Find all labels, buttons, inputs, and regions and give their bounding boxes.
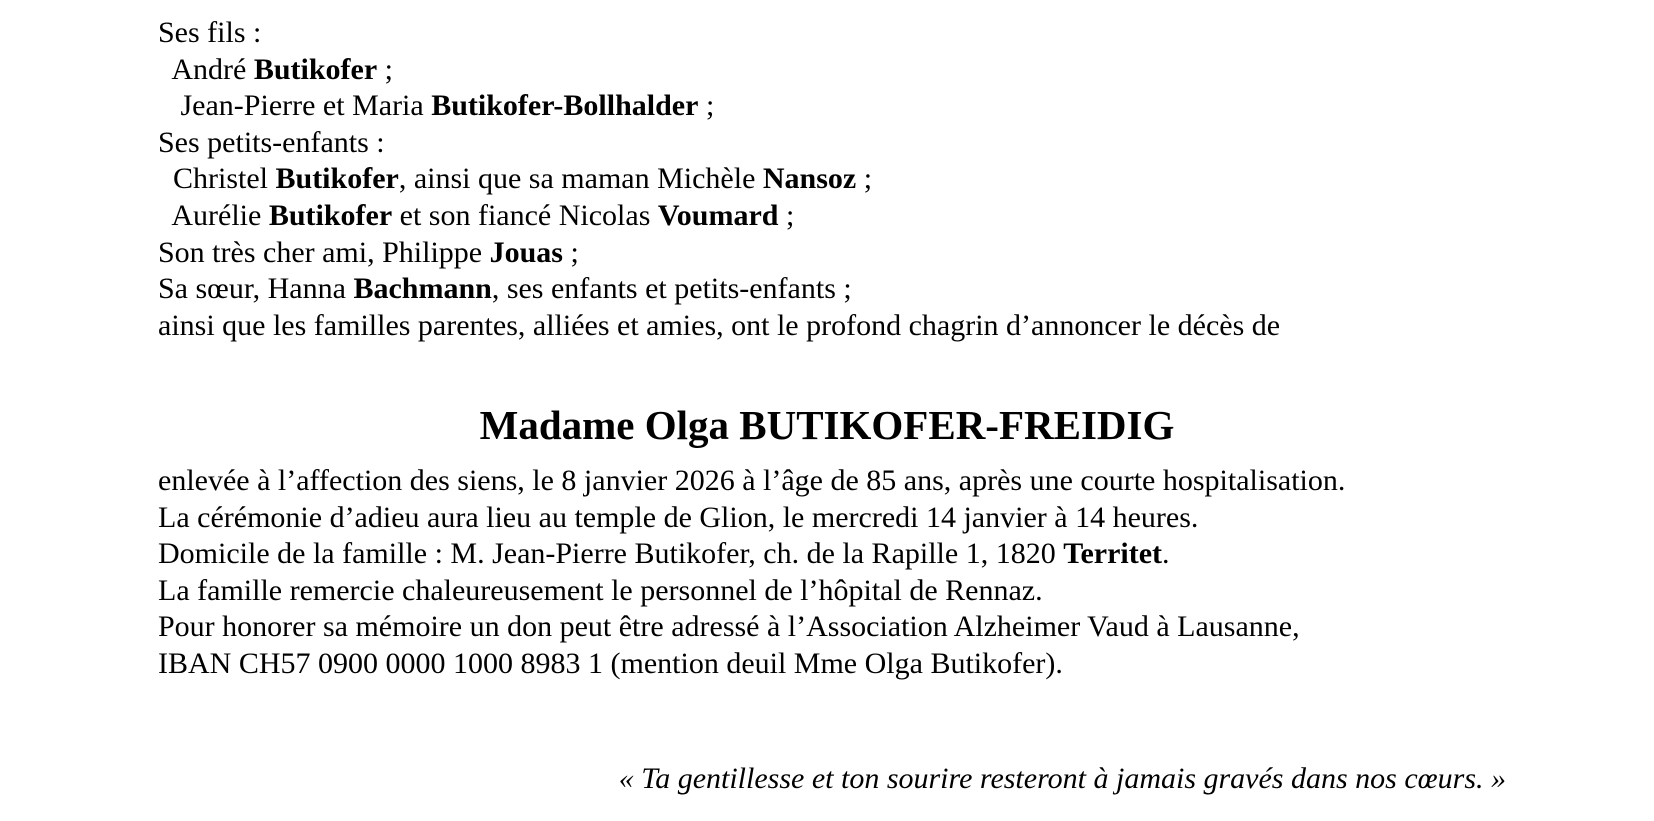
surname-bold: Bachmann — [353, 272, 492, 306]
surname-bold: Voumard — [657, 199, 779, 232]
surname-bold: Jouas — [489, 235, 563, 269]
surname-bold: Butikofer — [268, 199, 393, 232]
text-segment: IBAN CH57 0900 0000 1000 8983 1 (mention deuil Mme Olga Butikofer). — [158, 647, 1063, 680]
text-segment: ainsi que les familles parentes, alliées et amies, ont le profond chagrin d’annoncer le décès de — [158, 308, 1281, 342]
text-segment: ; — [698, 89, 715, 123]
family-line — [158, 88, 714, 124]
text-segment: Son très cher ami, Philippe — [158, 235, 490, 269]
text-segment: La famille remercie chaleureusement le personnel de l’hôpital de Rennaz. — [158, 573, 1043, 607]
family-line — [158, 52, 393, 88]
text-segment: Christel — [158, 162, 276, 196]
text-segment: Sa sœur, Hanna — [158, 272, 354, 306]
text-segment: André — [158, 52, 254, 86]
surname-bold: Territet — [1063, 537, 1163, 571]
details-line — [158, 646, 1063, 682]
text-segment: et son fiancé Nicolas — [392, 199, 658, 232]
text-segment: La cérémonie d’adieu aura lieu au temple de Glion, le mercredi 14 janvier à 14 heures. — [158, 500, 1199, 534]
surname-bold: Nansoz — [762, 162, 857, 196]
text-segment: , ses enfants et petits-enfants ; — [491, 272, 852, 306]
family-line — [158, 161, 872, 197]
text-segment: ; — [778, 199, 795, 232]
text-segment: Ses petits-enfants : — [158, 125, 385, 159]
details-line — [158, 463, 1345, 499]
text-segment: . — [1162, 537, 1170, 571]
text-segment: ; — [377, 52, 393, 86]
text-segment: ; — [856, 162, 873, 196]
deceased-name-heading: Madame Olga BUTIKOFER-FREIDIG — [479, 402, 1175, 448]
closing-quote: « Ta gentillesse et ton sourire resteront à jamais gravés dans nos cœurs. » — [618, 762, 1506, 795]
family-line — [158, 271, 852, 307]
text-segment: Aurélie — [158, 199, 269, 232]
text-segment: Pour honorer sa mémoire un don peut être adressé à l’Association Alzheimer Vaud à Lausanne, — [158, 610, 1300, 644]
surname-bold: Butikofer-Bollhalder — [431, 89, 699, 123]
details-line — [158, 573, 1043, 609]
text-segment: Domicile de la famille : M. Jean-Pierre Butikofer, ch. de la Rapille 1, 1820 — [158, 537, 1064, 571]
details-line — [158, 500, 1198, 536]
text-segment: enlevée à l’affection des siens, le 8 janvier 2026 à l’âge de 85 ans, après une courte hospitalisation. — [158, 464, 1346, 497]
text-segment: , ainsi que sa maman Michèle — [398, 162, 763, 196]
family-line — [158, 125, 385, 161]
family-line — [158, 198, 794, 234]
text-segment: ; — [562, 235, 579, 269]
family-line — [158, 235, 579, 271]
details-line — [158, 609, 1300, 645]
surname-bold: Butikofer — [275, 162, 399, 196]
family-line — [158, 308, 1280, 344]
details-line — [158, 536, 1170, 572]
text-segment: Jean-Pierre et Maria — [158, 89, 432, 123]
family-line — [158, 15, 261, 51]
surname-bold: Butikofer — [253, 52, 378, 86]
text-segment: Ses fils : — [158, 16, 262, 49]
